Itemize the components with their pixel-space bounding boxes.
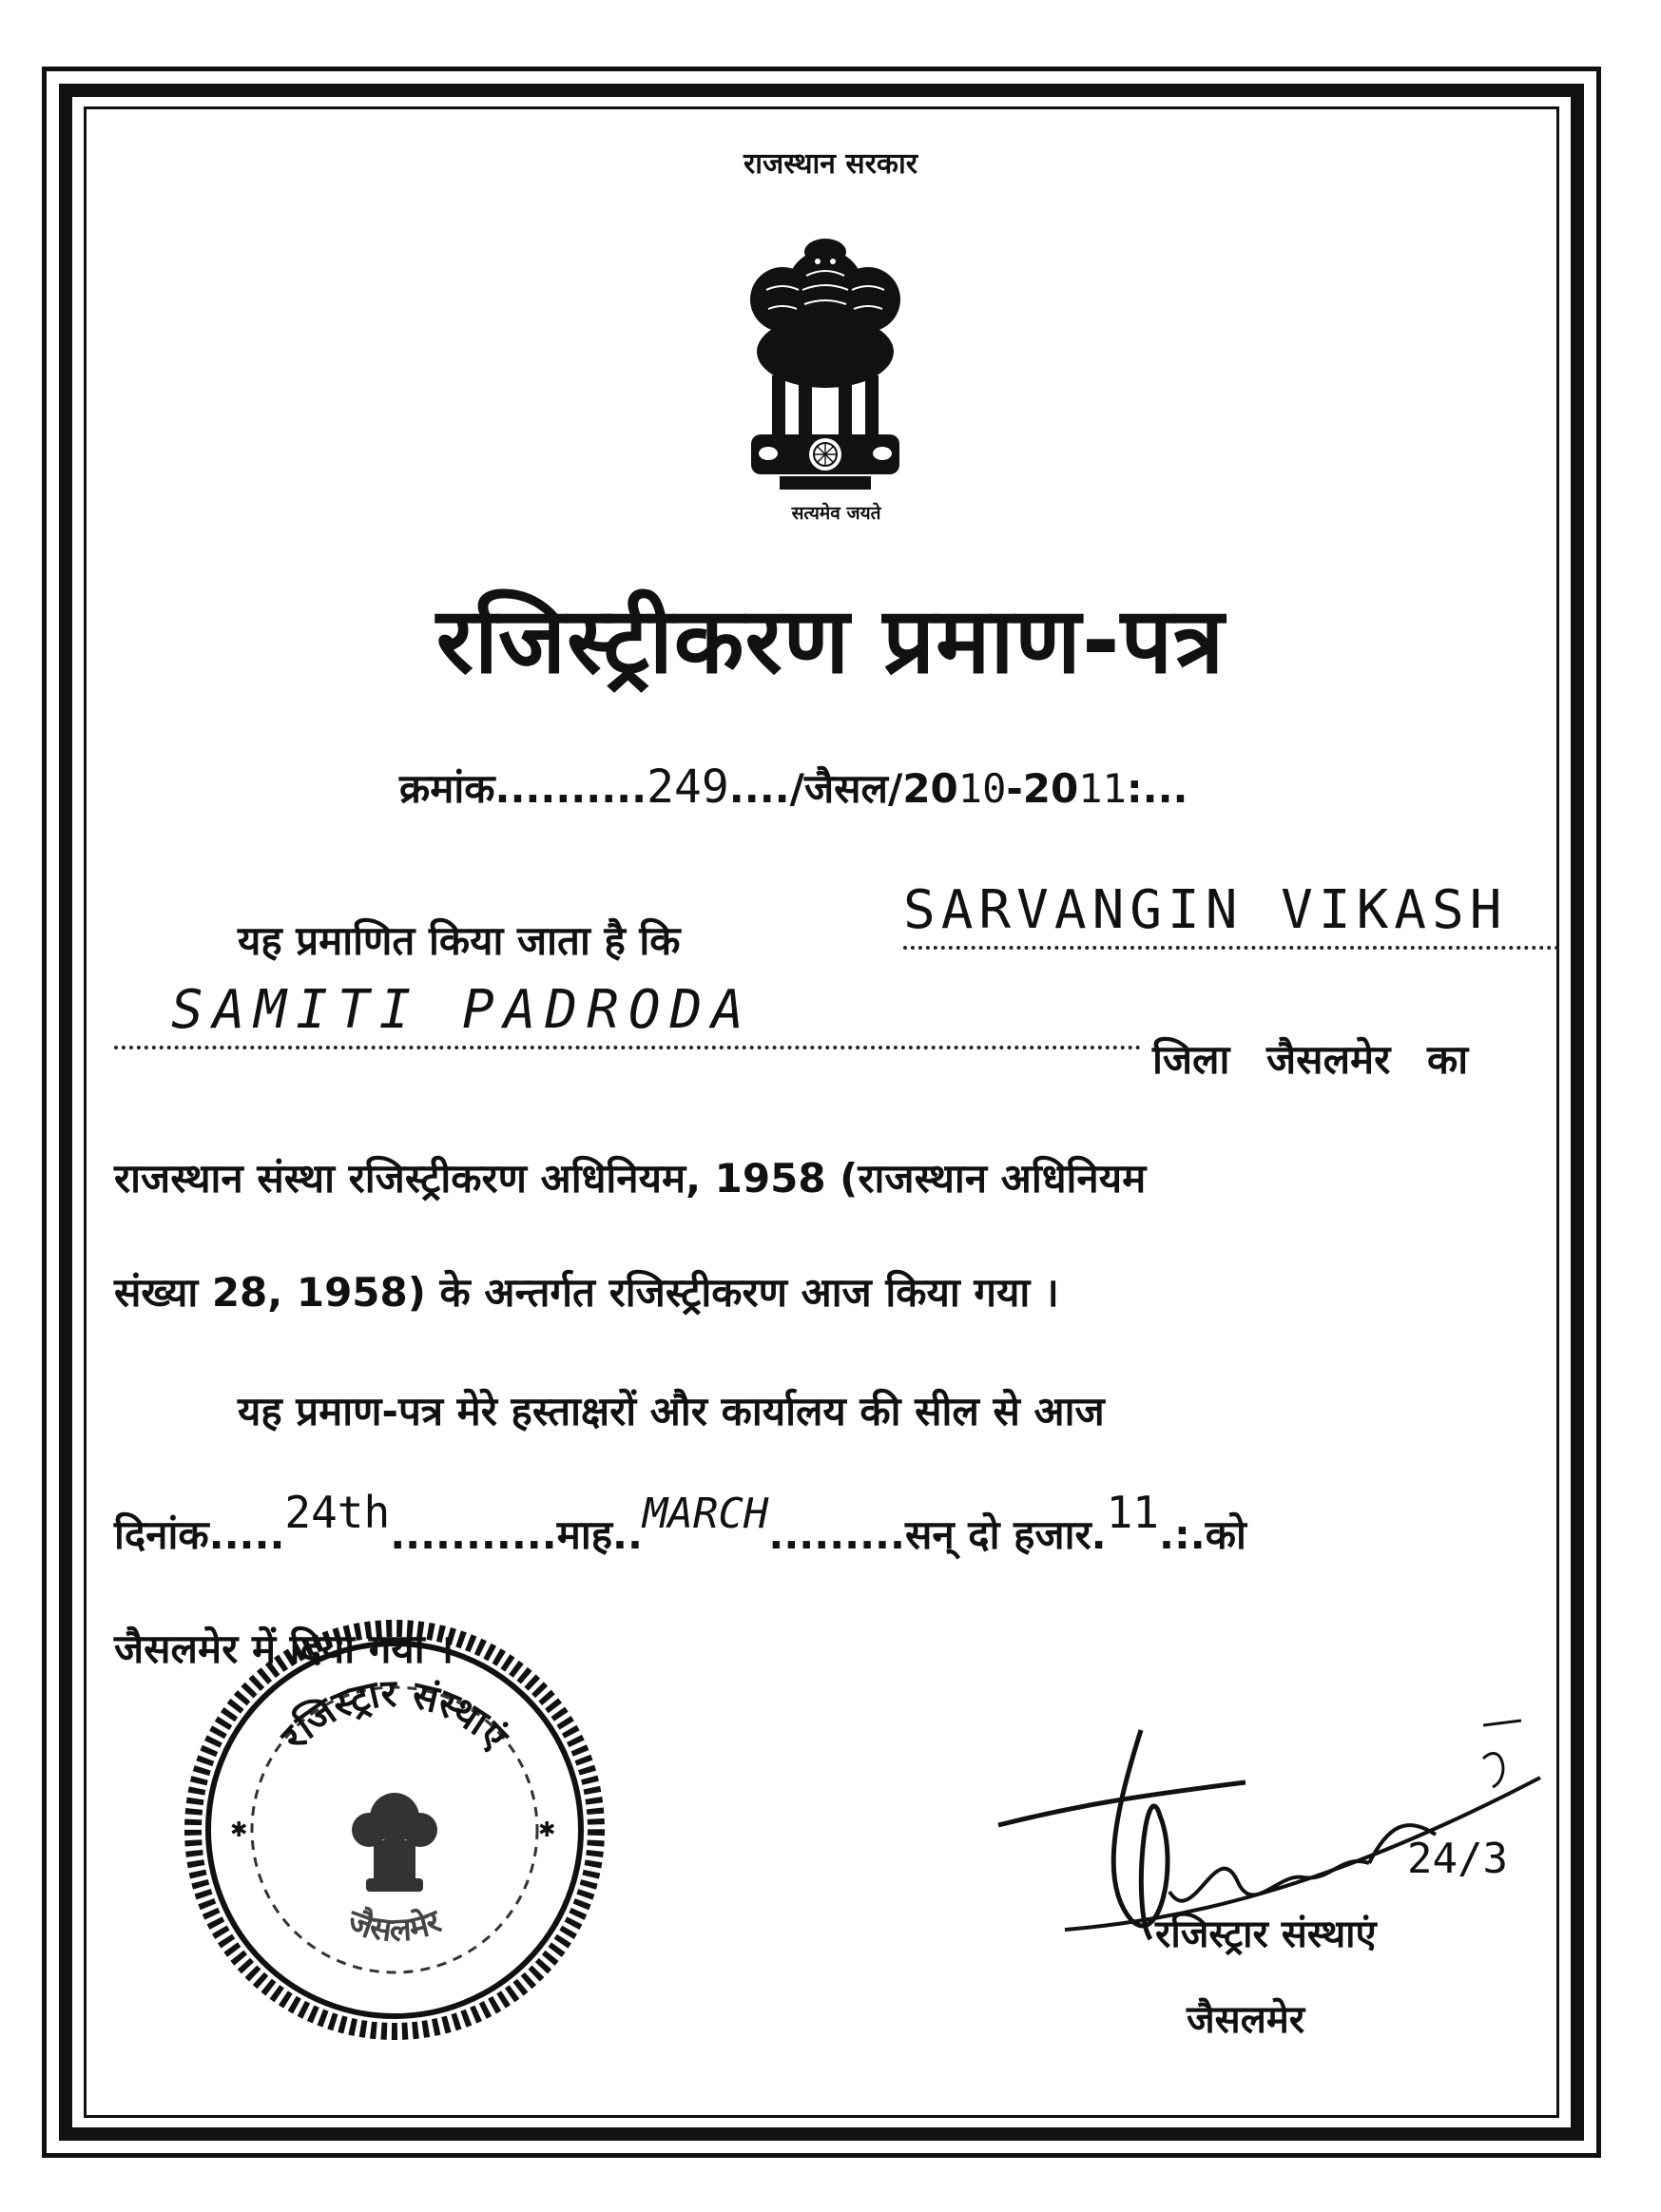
reference-mid: -20: [1006, 765, 1079, 812]
name-dotted-line-1: [903, 946, 1559, 950]
closing-line: जैसलमेर में दिया गया ।: [114, 1625, 454, 1672]
seal-text-top: रजिस्ट्रार संस्थाएं: [272, 1671, 516, 1760]
emblem-motto: सत्यमेव जयते: [791, 503, 881, 524]
svg-text:✱: ✱: [538, 1818, 556, 1842]
cert-intro: यह प्रमाणित किया जाता है कि: [238, 917, 681, 964]
act-line-1: राजस्थान संस्था रजिस्ट्रीकरण अधिनियम, 1958 (राजस्थान अधिनियम: [114, 1155, 1147, 1202]
registrar-title: रजिस्ट्रार संस्थाएं: [1155, 1913, 1377, 1956]
reference-prefix: क्रमांक: [399, 765, 495, 812]
reference-year-a: 10: [957, 765, 1007, 812]
month-label: माह: [556, 1511, 612, 1558]
svg-text:रजिस्ट्रार संस्थाएं: [272, 1672, 517, 1760]
district-text: जिला जैसलमेर का: [1152, 1036, 1469, 1083]
name-dotted-line-2: [114, 1046, 1141, 1049]
reference-line: क्रमांक..........249..../जैसल/2010-2011:...: [399, 760, 1188, 814]
svg-text:✱: ✱: [230, 1818, 248, 1842]
reference-number: 249: [647, 760, 729, 814]
official-seal-stamp: [181, 1616, 608, 2044]
society-name-line2: SAMITI PADRODA: [171, 979, 754, 1041]
month-value: MARCH: [642, 1490, 769, 1538]
date-label: दिनांक: [114, 1511, 209, 1558]
year-suffix: को: [1205, 1511, 1246, 1558]
seal-text-bottom: जैसलमेर: [342, 1902, 447, 1951]
year-label: सन् दो हजार: [904, 1511, 1091, 1558]
reference-suffix: /जैसल/20: [789, 765, 958, 812]
government-heading: राजस्थान सरकार: [743, 147, 918, 181]
reference-year-b: 11: [1078, 765, 1127, 812]
signature-date: 24/3: [1407, 1835, 1508, 1883]
state-emblem-icon: [730, 233, 920, 518]
date-line: दिनांक.....24th...........माह..MARCH.........सन् दो हजार.11.:.को: [114, 1487, 1246, 1558]
registrar-signature: [989, 1702, 1550, 2025]
certificate-title: रजिस्ट्रीकरण प्रमाण-पत्र: [435, 587, 1226, 694]
registrar-city: जैसलमेर: [1187, 1998, 1305, 2042]
date-value: 24th: [284, 1487, 391, 1538]
act-line-2: संख्या 28, 1958) के अन्तर्गत रजिस्ट्रीकरण आज किया गया ।: [114, 1269, 1059, 1316]
seal-line: यह प्रमाण-पत्र मेरे हस्ताक्षरों और कार्यालय की सील से आज: [238, 1388, 1105, 1434]
year-value: 11: [1106, 1487, 1159, 1538]
society-name-line1: SARVANGIN VIKASH: [903, 879, 1508, 941]
svg-text:जैसलमेर: [342, 1901, 448, 1950]
